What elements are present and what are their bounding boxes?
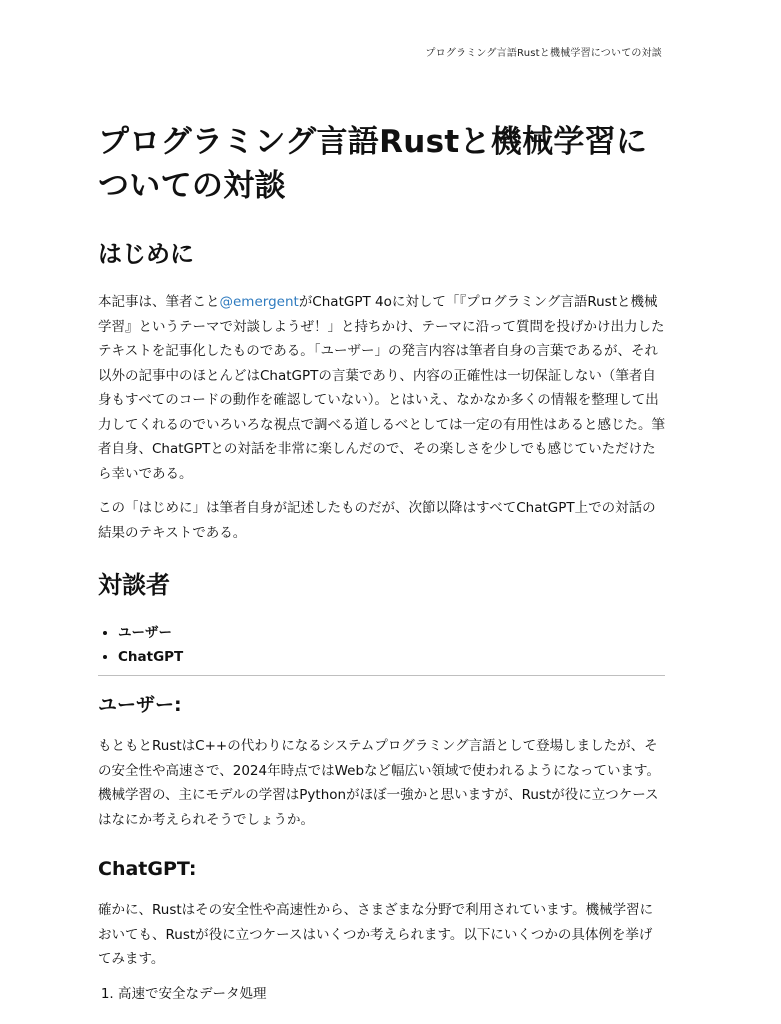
list-item: • ChatGPT xyxy=(118,645,665,669)
list-item: • ユーザー xyxy=(118,621,665,645)
intro-text-after: がChatGPT 4oに対して「『プログラミング言語Rustと機械学習』というテーマで対談しようぜ！」と持ちかけ、テーマに沿って質問を投げかけ出力したテキストを記事化したものである。「ユーザー」の発言内容は筆者自身の言葉であるが、それ以外の記事中のほとんどはChatGPTの言葉であり、内容の正確性は一切保証しない（筆者自身もすべてのコードの動作を確認していない）。とはいえ、なかなか多くの情報を整理して出力してくれるのでいろいろな視点で調べる道しるべとしては一定の有用性はあると感じた。筆者自身、ChatGPTとの対話を非常に楽しんだので、その楽しさを少しでも感じていただけたら幸いである。 xyxy=(98,294,665,482)
user-speaker-label: ユーザー: xyxy=(98,694,182,716)
user-message: もともとRustはC++の代わりになるシステムプログラミング言語として登場しましたが、その安全性や高速さで、2024年時点ではWebなど幅広い領域で使われるようになっています。機械学習の、主にモデルの学習はPythonがほぼ一強かと思いますが、Rustが役に立つケースはなにか考えられそうでしょうか。 xyxy=(98,738,660,828)
participants-heading: 対談者 xyxy=(98,571,170,599)
assistant-list xyxy=(98,982,665,1006)
running-header: プログラミング言語Rustと機械学習についての対談 xyxy=(425,48,662,59)
assistant-message: 確かに、Rustはその安全性や高速性から、さまざまな分野で利用されています。機械学習においても、Rustが役に立つケースはいくつか考えられます。以下にいくつかの具体例を挙げてみます。 xyxy=(98,902,654,967)
assistant-speaker-label: ChatGPT: xyxy=(98,858,197,880)
intro-heading: はじめに xyxy=(98,240,194,268)
intro-paragraph-1 xyxy=(98,290,665,486)
page-title: プログラミング言語Rustと機械学習についての対談 xyxy=(98,124,648,204)
mention-link[interactable]: @emergent xyxy=(219,294,299,310)
article-body xyxy=(98,120,665,1006)
divider xyxy=(98,675,665,676)
participants-list xyxy=(98,621,665,669)
intro-text-before: 本記事は、筆者こと xyxy=(98,294,220,310)
intro-paragraph-2: この「はじめに」は筆者自身が記述したものだが、次節以降はすべてChatGPT上での対話の結果のテキストである。 xyxy=(98,500,656,541)
list-item: 1. 高速で安全なデータ処理 xyxy=(118,982,665,1006)
